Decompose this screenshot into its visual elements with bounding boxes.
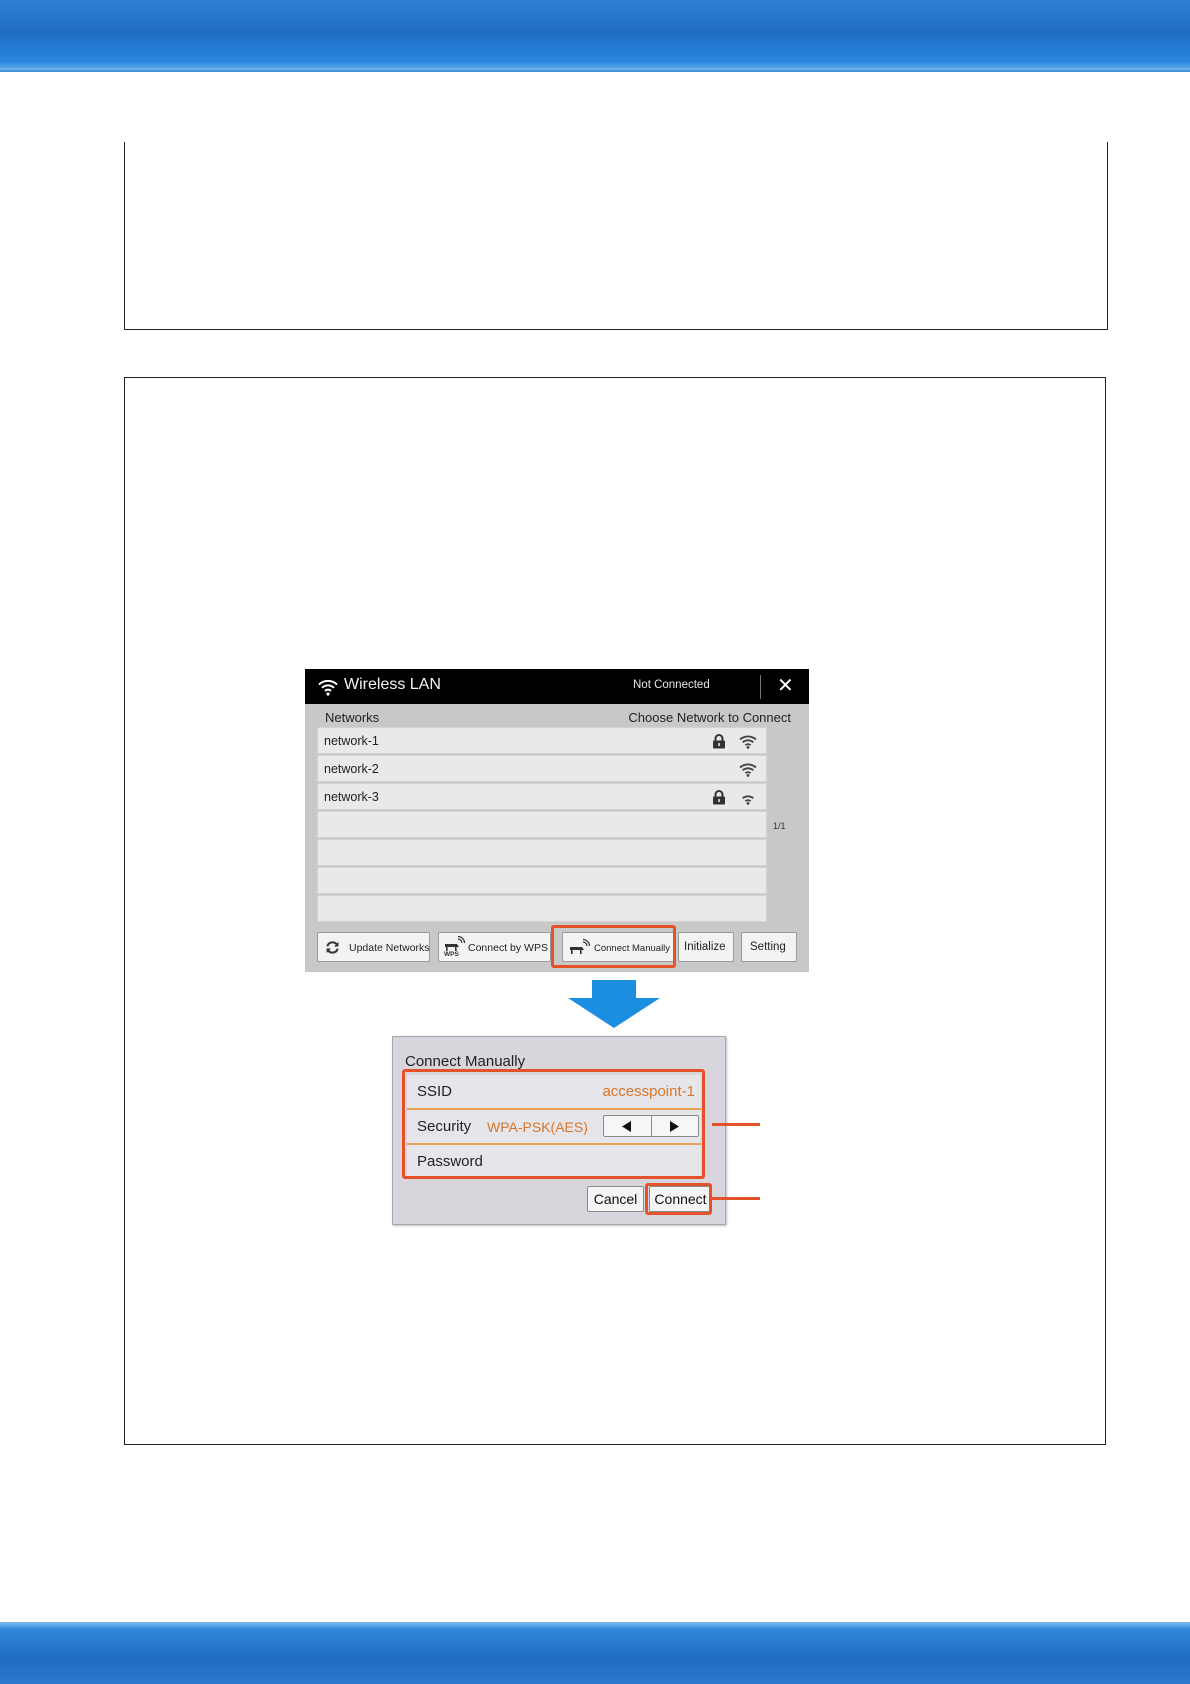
wifi-icon <box>318 678 338 696</box>
wps-badge: WPS <box>444 951 459 958</box>
lock-icon <box>712 790 726 805</box>
close-icon[interactable]: ✕ <box>777 675 794 697</box>
connect-manually-dialog <box>392 1036 726 1225</box>
network-row-empty <box>317 895 767 922</box>
ssid-value: accesspoint-1 <box>602 1083 695 1100</box>
network-row-empty <box>317 867 767 894</box>
initialize-button[interactable] <box>678 932 734 962</box>
instrument-wps-icon <box>443 936 465 952</box>
connect-button[interactable]: Connect <box>649 1186 712 1212</box>
title-separator <box>760 675 761 699</box>
network-list <box>317 727 767 923</box>
setting-label: Setting <box>750 941 786 953</box>
network-row-empty <box>317 839 767 866</box>
connect-by-wps-button[interactable] <box>438 932 551 962</box>
wireless-lan-screen <box>305 669 809 972</box>
arrow-down-icon <box>568 980 660 1028</box>
network-name: network-3 <box>324 790 379 804</box>
fields-callout-line <box>712 1123 760 1126</box>
refresh-icon <box>325 940 340 955</box>
network-row-1[interactable] <box>317 727 767 754</box>
network-row-3[interactable] <box>317 783 767 810</box>
cancel-button[interactable]: Cancel <box>587 1186 644 1212</box>
header-band <box>0 0 1190 72</box>
update-networks-label: Update Networks <box>349 942 430 954</box>
wifi-signal-icon <box>739 734 757 749</box>
initialize-label: Initialize <box>684 941 726 953</box>
connection-status: Not Connected <box>633 679 710 691</box>
security-label: Security <box>417 1118 472 1135</box>
update-networks-button[interactable] <box>317 932 430 962</box>
network-name: network-1 <box>324 734 379 748</box>
password-label: Password <box>417 1153 483 1170</box>
dialog-title: Connect Manually <box>405 1053 526 1070</box>
connect-by-wps-label: Connect by WPS <box>468 942 548 954</box>
network-name: network-2 <box>324 762 379 776</box>
wifi-signal-icon <box>739 790 757 805</box>
connect-manually-highlight <box>551 925 676 968</box>
setting-button[interactable] <box>741 932 797 962</box>
security-value: WPA-PSK(AES) <box>487 1119 588 1135</box>
wireless-lan-title-bar <box>305 669 809 704</box>
wireless-lan-title: Wireless LAN <box>344 676 441 693</box>
wifi-signal-icon <box>739 762 757 777</box>
networks-header: Networks <box>325 710 380 725</box>
choose-network-header: Choose Network to Connect <box>628 710 791 725</box>
footer-band <box>0 1622 1190 1684</box>
connect-callout-line <box>712 1197 760 1200</box>
page-indicator: 1/1 <box>773 821 786 831</box>
note-box <box>124 142 1108 330</box>
ssid-label: SSID <box>417 1083 453 1100</box>
connect-highlight <box>645 1183 712 1215</box>
network-row-2[interactable] <box>317 755 767 782</box>
fields-highlight <box>402 1069 705 1179</box>
connect-manually-label: Connect Manually <box>594 943 671 954</box>
lock-icon <box>712 734 726 749</box>
network-row-empty <box>317 811 767 838</box>
